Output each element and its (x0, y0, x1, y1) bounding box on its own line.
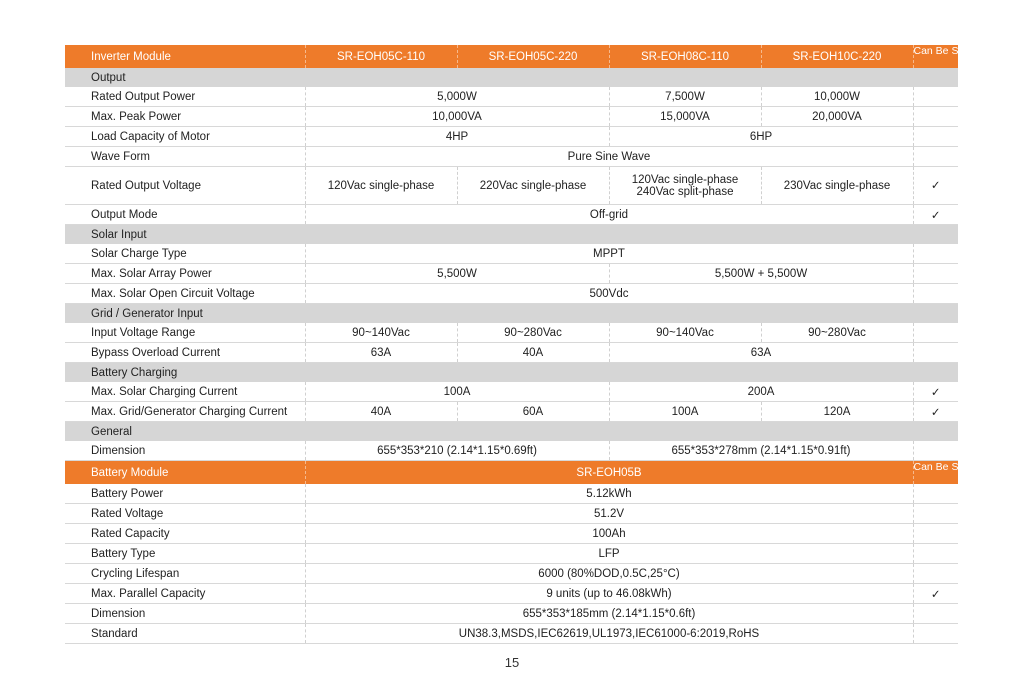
section-row (65, 363, 958, 383)
table-row (65, 624, 958, 644)
can-be-set-cell (913, 564, 958, 584)
section-title (65, 68, 958, 87)
cell-text: 655*353*210 (2.14*1.15*0.69ft) (377, 444, 537, 457)
checkmark-icon: ✓ (930, 179, 941, 192)
value-cell (305, 323, 457, 343)
cell-text: 90~140Vac (352, 326, 410, 339)
can-be-set-cell (913, 284, 958, 304)
cell-text: 120Vac single-phase (327, 179, 435, 192)
can-be-set-cell (913, 504, 958, 524)
row-label (65, 604, 305, 624)
value-cell (305, 127, 609, 147)
value-cell (609, 402, 761, 422)
value-cell (305, 343, 457, 363)
cell-text: 500Vdc (589, 287, 629, 300)
can-be-set-cell (913, 147, 958, 167)
section-title (65, 363, 958, 383)
value-cell (305, 244, 913, 264)
can-be-set-cell (913, 382, 958, 402)
row-label (65, 343, 305, 363)
value-cell (305, 624, 913, 644)
table-row (65, 284, 958, 304)
can-be-set-cell (913, 441, 958, 461)
cell-text: Dimension (91, 607, 146, 620)
table-row (65, 441, 958, 461)
can-be-set-cell (913, 402, 958, 422)
cell-text: 655*353*185mm (2.14*1.15*0.6ft) (522, 607, 696, 620)
can-be-set-cell (913, 87, 958, 107)
value-cell (761, 402, 913, 422)
cell-text: Input Voltage Range (91, 326, 196, 339)
cell-text: Wave Form (91, 150, 150, 163)
table-row (65, 323, 958, 343)
cell-text: Battery Type (91, 547, 156, 560)
value-cell (457, 45, 609, 68)
value-cell (761, 87, 913, 107)
row-label (65, 624, 305, 644)
value-cell (305, 564, 913, 584)
cell-text: 9 units (up to 46.08kWh) (546, 587, 672, 600)
cell-text: 10,000VA (432, 110, 482, 123)
value-cell (609, 323, 761, 343)
cell-text: 10,000W (813, 90, 861, 103)
row-label (65, 524, 305, 544)
value-cell (305, 382, 609, 402)
row-label (65, 441, 305, 461)
cell-text: Can Be Set (913, 45, 968, 57)
cell-text: SR-EOH10C-220 (792, 50, 882, 63)
table-row (65, 167, 958, 205)
cell-text: 5,000W (437, 90, 477, 103)
can-be-set-cell (913, 205, 958, 225)
table-row (65, 584, 958, 604)
section-title (65, 304, 958, 324)
cell-text: UN38.3,MSDS,IEC62619,UL1973,IEC61000-6:2019,RoHS (458, 627, 760, 640)
value-cell (305, 484, 913, 504)
row-label (65, 264, 305, 284)
cell-text: Crycling Lifespan (91, 567, 180, 580)
cell-text: Bypass Overload Current (91, 346, 221, 359)
cell-text: SR-EOH05C-220 (488, 50, 578, 63)
cell-text: MPPT (593, 247, 625, 260)
value-cell (609, 45, 761, 68)
cell-text: 100Ah (592, 527, 626, 540)
spec-table (65, 45, 968, 644)
cell-text: 4HP (445, 130, 469, 143)
cell-text: 200A (747, 385, 775, 398)
table-row (65, 107, 958, 127)
cell-text: 5.12kWh (586, 487, 632, 500)
row-label (65, 504, 305, 524)
row-label (65, 205, 305, 225)
cell-text: 15,000VA (660, 110, 710, 123)
row-label (65, 484, 305, 504)
value-cell (609, 343, 913, 363)
can-be-set-cell (913, 167, 958, 205)
cell-text: 120Vac single-phase (631, 173, 739, 186)
cell-text: Rated Output Voltage (91, 179, 201, 192)
can-be-set-cell (913, 584, 958, 604)
value-cell (305, 264, 609, 284)
cell-text: 51.2V (593, 507, 625, 520)
cell-text: Rated Output Power (91, 90, 196, 103)
row-label (65, 402, 305, 422)
table-row (65, 402, 958, 422)
cell-text: 5,500W + 5,500W (714, 267, 808, 280)
value-cell (761, 167, 913, 205)
value-cell (609, 264, 913, 284)
cell-text: 655*353*278mm (2.14*1.15*0.91ft) (671, 444, 851, 457)
cell-text: Can Be Set (913, 461, 968, 473)
cell-text: Max. Solar Charging Current (91, 385, 238, 398)
cell-text: 7,500W (665, 90, 705, 103)
cell-text: Rated Capacity (91, 527, 170, 540)
value-cell (457, 343, 609, 363)
section-row (65, 422, 958, 442)
can-be-set-cell (913, 604, 958, 624)
cell-text: 63A (370, 346, 392, 359)
cell-text: 120A (823, 405, 851, 418)
table-header-row (65, 45, 958, 68)
cell-text: Battery Module (91, 466, 169, 479)
cell-text: Max. Peak Power (91, 110, 182, 123)
value-cell (305, 584, 913, 604)
row-label (65, 544, 305, 564)
section-row (65, 304, 958, 324)
can-be-set-cell (913, 107, 958, 127)
cell-text: Output (91, 71, 126, 84)
value-cell (305, 167, 457, 205)
section-title (65, 225, 958, 245)
cell-text: 5,500W (437, 267, 477, 280)
checkmark-icon: ✓ (930, 209, 941, 222)
table-row (65, 87, 958, 107)
row-label (65, 147, 305, 167)
table-row (65, 504, 958, 524)
table-row (65, 382, 958, 402)
value-cell (305, 544, 913, 564)
value-cell (457, 167, 609, 205)
row-label (65, 167, 305, 205)
cell-text: Battery Charging (91, 366, 178, 379)
value-cell (305, 205, 913, 225)
value-cell (305, 284, 913, 304)
table-row (65, 564, 958, 584)
cell-text: SR-EOH05C-110 (337, 50, 425, 63)
table-row (65, 604, 958, 624)
row-label (65, 127, 305, 147)
can-be-set-cell (913, 343, 958, 363)
value-cell (305, 461, 913, 485)
cell-text: Max. Solar Open Circuit Voltage (91, 287, 255, 300)
row-label (65, 107, 305, 127)
row-label (65, 45, 305, 68)
cell-text: Load Capacity of Motor (91, 130, 210, 143)
cell-text: 240Vac split-phase (636, 185, 734, 198)
cell-text: 40A (522, 346, 544, 359)
value-cell (305, 504, 913, 524)
table-row (65, 524, 958, 544)
value-cell (457, 323, 609, 343)
can-be-set-cell (913, 544, 958, 564)
table-row (65, 244, 958, 264)
cell-text: Max. Grid/Generator Charging Current (91, 405, 288, 418)
table-row (65, 264, 958, 284)
cell-text: Inverter Module (91, 50, 171, 63)
cell-text: Dimension (91, 444, 146, 457)
cell-text: SR-EOH08C-110 (641, 50, 729, 63)
cell-text: 230Vac single-phase (783, 179, 891, 192)
section-title (65, 422, 958, 442)
can-be-set-cell (913, 484, 958, 504)
section-row (65, 225, 958, 245)
cell-text: 90~280Vac (808, 326, 866, 339)
row-label (65, 284, 305, 304)
cell-text: 100A (443, 385, 471, 398)
cell-text: Off-grid (589, 208, 629, 221)
cell-text: Rated Voltage (91, 507, 164, 520)
value-cell (305, 45, 457, 68)
cell-text: 90~140Vac (656, 326, 714, 339)
table-row (65, 544, 958, 564)
section-row (65, 68, 958, 87)
can-be-set-cell (913, 244, 958, 264)
cell-text: Grid / Generator Input (91, 307, 203, 320)
page-number: 15 (504, 655, 520, 670)
value-cell (305, 107, 609, 127)
cell-text: Battery Power (91, 487, 164, 500)
value-cell (609, 441, 913, 461)
value-cell (609, 127, 913, 147)
cell-text: 20,000VA (812, 110, 862, 123)
can-be-set-cell (913, 461, 968, 485)
value-cell (761, 45, 913, 68)
table-row (65, 343, 958, 363)
can-be-set-cell (913, 127, 958, 147)
cell-text: 63A (750, 346, 772, 359)
value-cell (761, 323, 913, 343)
value-cell (609, 87, 761, 107)
cell-text: Max. Parallel Capacity (91, 587, 206, 600)
row-label (65, 382, 305, 402)
table-header-row (65, 461, 958, 485)
value-cell (761, 107, 913, 127)
checkmark-icon: ✓ (930, 386, 941, 399)
row-label (65, 564, 305, 584)
value-cell (609, 107, 761, 127)
cell-text: 6000 (80%DOD,0.5C,25°C) (538, 567, 680, 580)
row-label (65, 584, 305, 604)
can-be-set-cell (913, 323, 958, 343)
cell-text: LFP (598, 547, 620, 560)
cell-text: 100A (671, 405, 699, 418)
cell-text: SR-EOH05B (576, 466, 642, 479)
checkmark-icon: ✓ (930, 406, 941, 419)
value-cell (609, 382, 913, 402)
row-label (65, 323, 305, 343)
cell-text: 60A (522, 405, 544, 418)
value-cell (305, 441, 609, 461)
value-cell (609, 167, 761, 205)
row-label (65, 461, 305, 485)
value-cell (305, 402, 457, 422)
spec-table-body (65, 45, 968, 644)
value-cell (457, 402, 609, 422)
value-cell (305, 604, 913, 624)
cell-text: Output Mode (91, 208, 158, 221)
can-be-set-cell (913, 624, 958, 644)
cell-text: Max. Solar Array Power (91, 267, 212, 280)
cell-text: General (91, 425, 132, 438)
can-be-set-cell (913, 264, 958, 284)
row-label (65, 244, 305, 264)
value-cell (305, 87, 609, 107)
value-cell (305, 147, 913, 167)
table-row (65, 205, 958, 225)
cell-text: 6HP (749, 130, 773, 143)
cell-text: Pure Sine Wave (567, 150, 651, 163)
can-be-set-cell (913, 524, 958, 544)
checkmark-icon: ✓ (930, 588, 941, 601)
table-row (65, 147, 958, 167)
cell-text: 40A (370, 405, 392, 418)
table-row (65, 484, 958, 504)
cell-text: 220Vac single-phase (479, 179, 587, 192)
cell-text: Solar Charge Type (91, 247, 187, 260)
cell-text: Standard (91, 627, 138, 640)
can-be-set-cell (913, 45, 968, 68)
value-cell (305, 524, 913, 544)
cell-text: Solar Input (91, 228, 147, 241)
cell-text: 90~280Vac (504, 326, 562, 339)
row-label (65, 87, 305, 107)
table-row (65, 127, 958, 147)
